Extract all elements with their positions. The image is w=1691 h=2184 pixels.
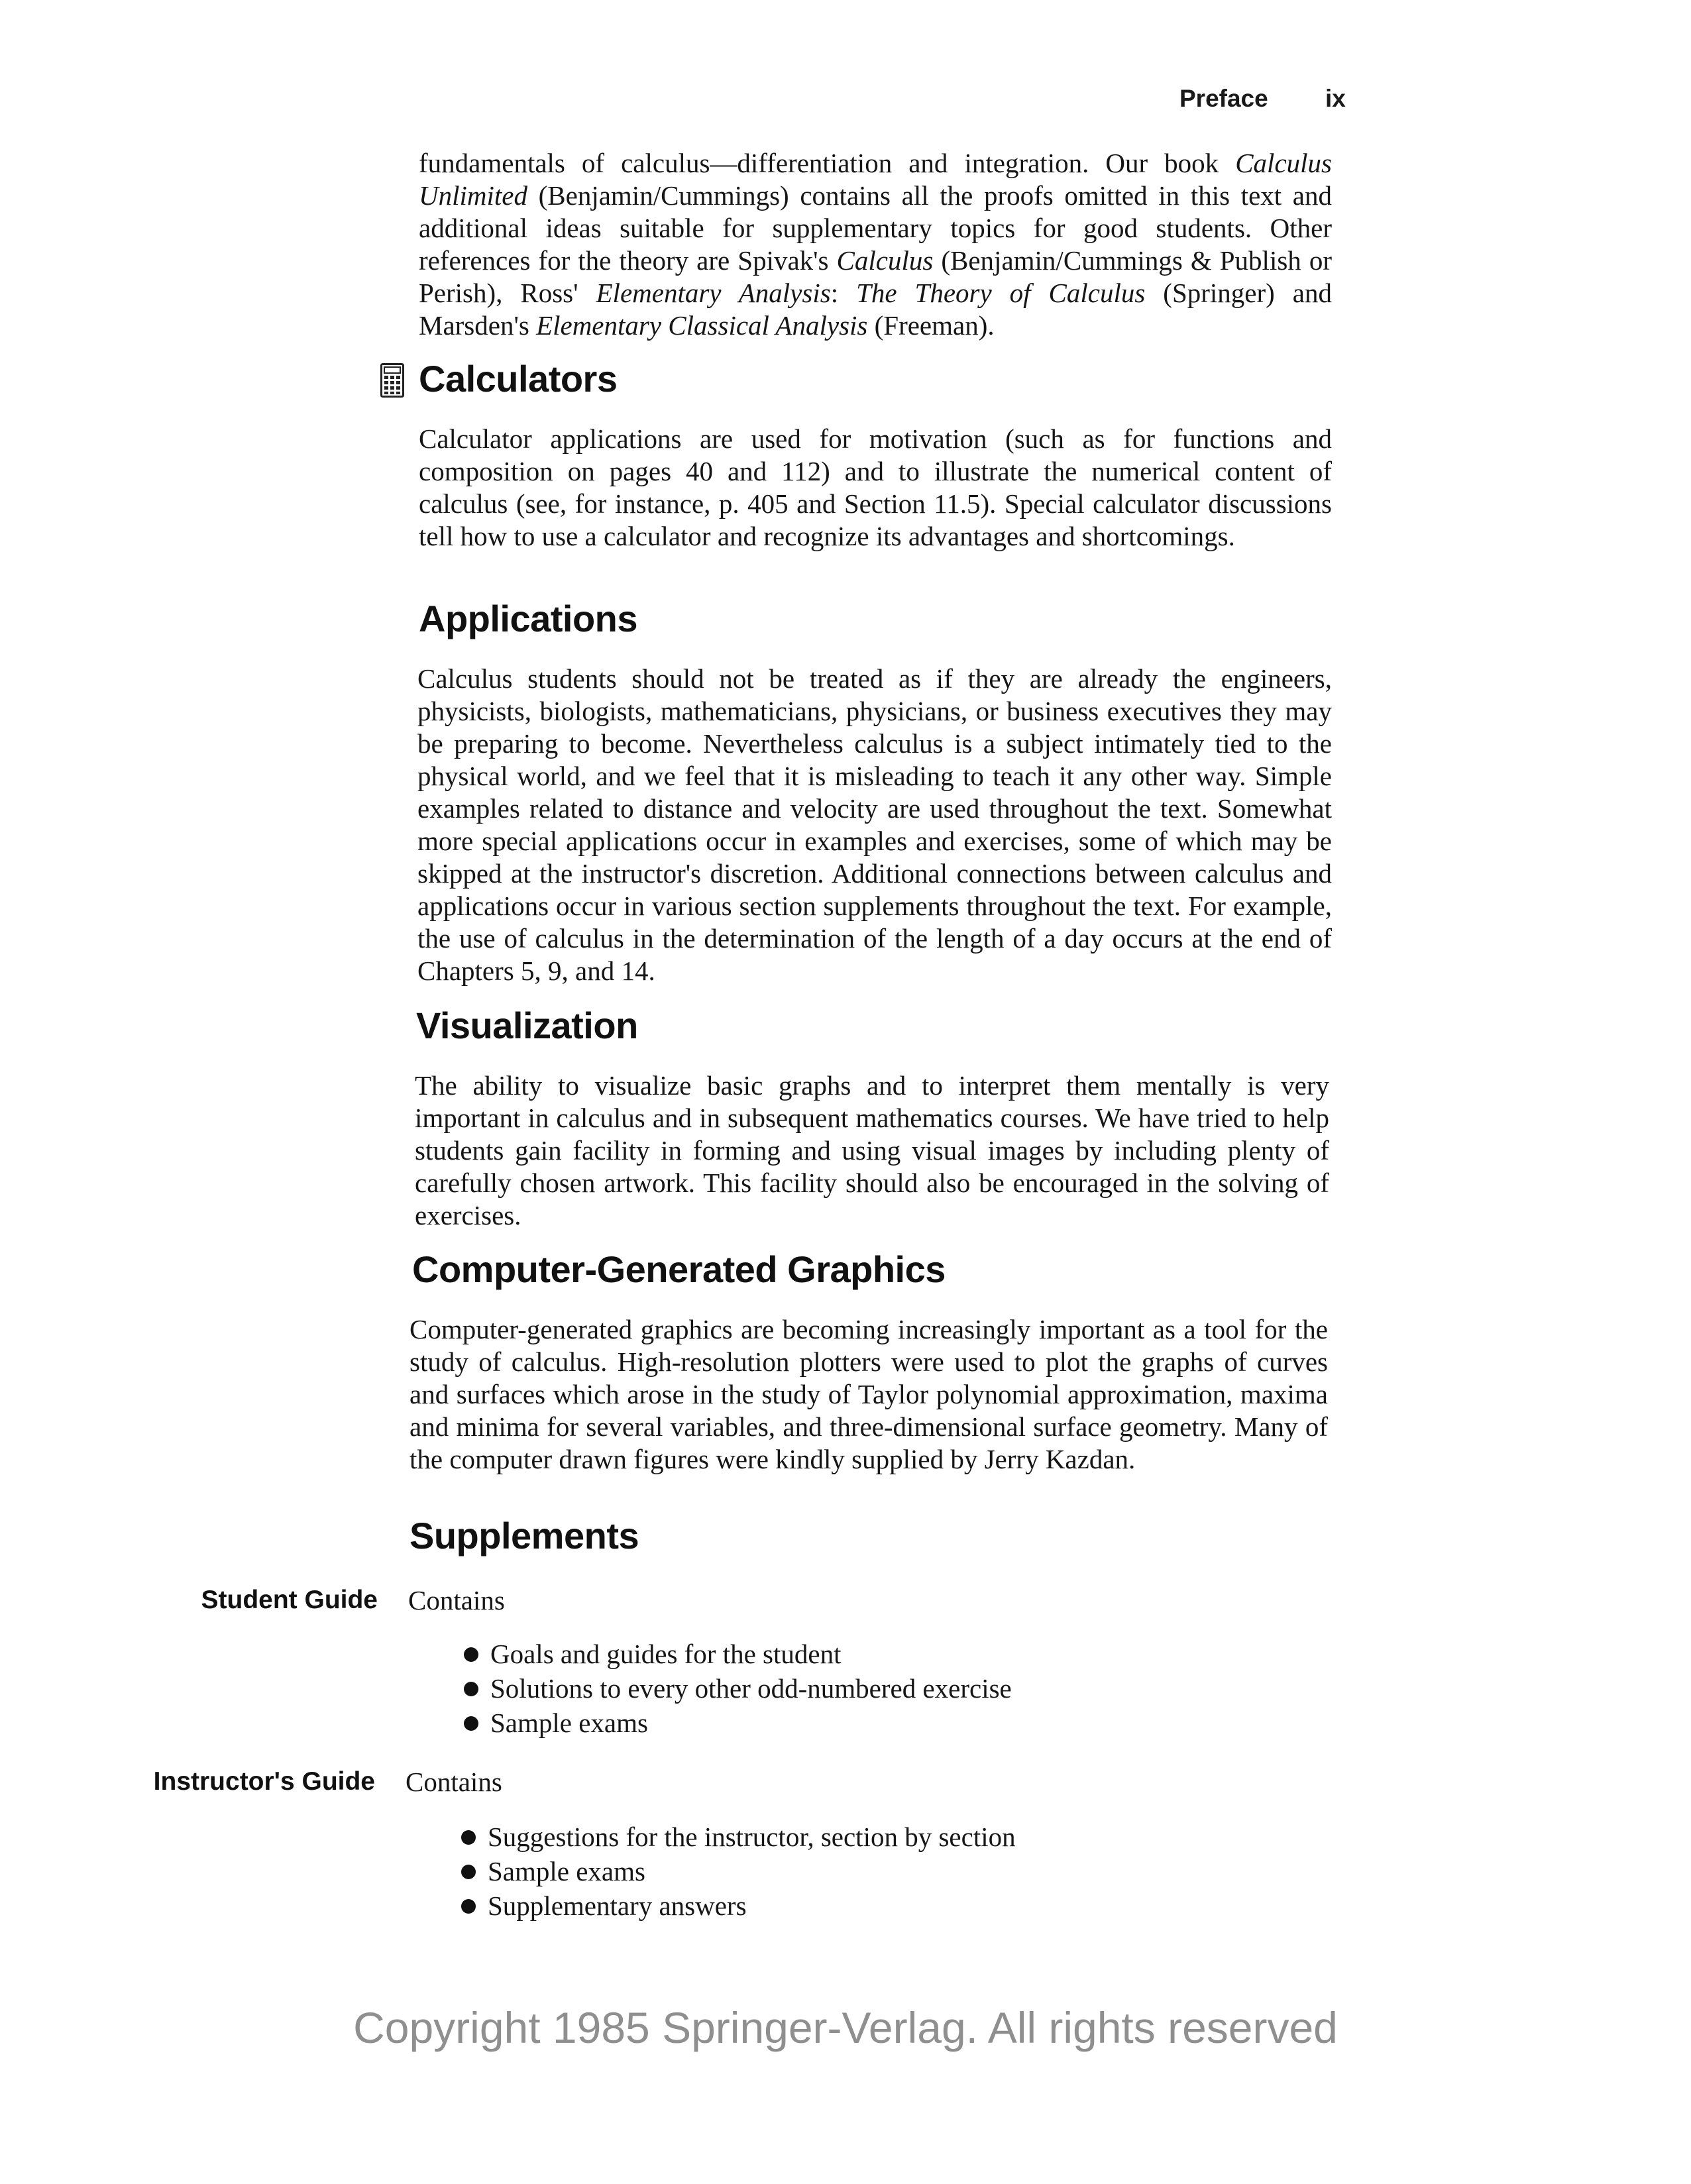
list-item-text: Sample exams [490,1708,648,1738]
intro-title-theory-of-calculus: The Theory of Calculus [856,278,1146,308]
bullet-icon [464,1647,478,1662]
intro-text-3: (Benjamin/Cummings & Publish or Perish), Ross' [419,245,1332,308]
list-item-text: Sample exams [488,1856,645,1886]
list-item [461,1854,1016,1888]
list-item-text: Goals and guides for the student [490,1639,842,1669]
student-guide-label: Student Guide [201,1586,378,1614]
intro-text-6: (Freeman). [867,310,995,341]
intro-text-4: : [830,278,857,308]
intro-title-classical-analysis: Elementary Classical Analysis [536,310,868,341]
intro-title-calculus: Calculus [836,245,934,276]
bullet-icon [461,1830,476,1845]
heading-applications: Applications [419,598,638,639]
student-guide-list [464,1637,1012,1740]
intro-title-elementary-analysis: Elementary Analysis [596,278,831,308]
heading-supplements: Supplements [409,1515,639,1556]
bullet-icon [464,1682,478,1696]
student-guide-contains: Contains [408,1585,505,1615]
bullet-icon [461,1865,476,1879]
list-item-text: Suggestions for the instructor, section by section [488,1822,1016,1852]
intro-text-1: fundamentals of calculus—differentiation and integration. Our book [419,148,1236,178]
list-item [464,1706,1012,1740]
instructors-guide-contains: Contains [406,1767,502,1797]
list-item [461,1888,1016,1923]
heading-visualization: Visualization [416,1005,638,1046]
list-item [461,1820,1016,1854]
list-item [464,1671,1012,1706]
heading-computer-graphics: Computer-Generated Graphics [412,1248,946,1290]
bullet-icon [461,1899,476,1914]
list-item-text: Supplementary answers [488,1890,747,1921]
instructors-guide-list [461,1820,1016,1923]
intro-title-calculus-unlimited: Calculus Unlimited [419,148,1332,211]
heading-calculators: Calculators [419,358,618,400]
intro-paragraph [419,147,1332,342]
page-number: ix [1325,85,1346,112]
applications-paragraph: Calculus students should not be treated as if they are already the engineers, physicists, biologists, mathematicians, physicians, or business executives they may be preparing to become. Nevertheless calculus is a subject intimately tied to the physical world, and we feel that it is misleading to teach it any other way. Simple examples related to distance and velocity are used throughout the text. Somewhat more special applications occur in examples and exercises, some of which may be skipped at the instructor's discretion. Additional connections between calculus and applications occur in various section supplements throughout the text. For example, the use of calculus in the determination of the length of a day occurs at the end of Chapters 5, 9, and 14. [417,663,1332,986]
instructors-guide-label: Instructor's Guide [153,1767,375,1796]
calculator-icon [380,363,404,398]
list-item-text: Solutions to every other odd-numbered exercise [490,1673,1012,1704]
bullet-icon [464,1716,478,1731]
list-item [464,1637,1012,1671]
intro-text-5: (Springer) and Marsden's [419,278,1332,341]
running-head-title: Preface [1179,85,1268,112]
calculators-paragraph: Calculator applications are used for motivation (such as for functions and composition on pages 40 and 112) and to illustrate the numerical content of calculus (see, for instance, p. 405 and Section 11.5). Special calculator discussions tell how to use a calculator and recognize its advantages and shortcomings. [419,423,1332,551]
copyright-watermark: Copyright 1985 Springer-Verlag. All rights reserved [353,2003,1338,2052]
intro-text-2: (Benjamin/Cummings) contains all the proofs omitted in this text and additional ideas suitable for supplementary topics for good students. Other references for the theory are Spivak's [419,180,1332,276]
visualization-paragraph: The ability to visualize basic graphs and to interpret them mentally is very important in calculus and in subsequent mathematics courses. We have tried to help students gain facility in forming and using visual images by including plenty of carefully chosen artwork. This facility should also be encouraged in the solving of exercises. [415,1070,1329,1230]
graphics-paragraph: Computer-generated graphics are becoming increasingly important as a tool for the study of calculus. High-resolution plotters were used to plot the graphs of curves and surfaces which arose in the study of Taylor polynomial approximation, maxima and minima for several variables, and three-dimensional surface geometry. Many of the computer drawn figures were kindly supplied by Jerry Kazdan. [409,1314,1328,1474]
